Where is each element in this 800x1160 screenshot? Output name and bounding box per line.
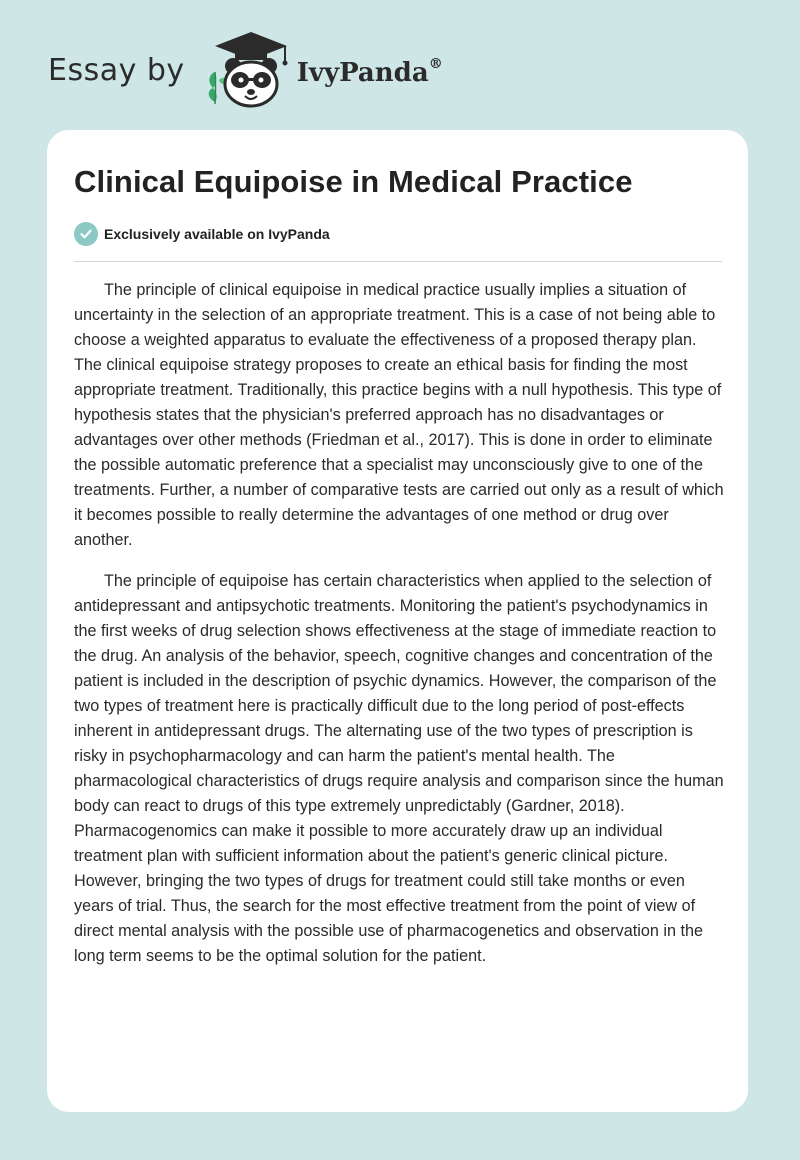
panda-graduate-logo-icon[interactable] [199, 30, 291, 110]
title-divider [74, 261, 722, 262]
paragraph: The principle of clinical equipoise in medical practice usually implies a situation of uncertainty in the selection of an appropriate treatment. This is a case of not being able to choose a weighted apparatus to evaluate the effectiveness of a proposed therapy plan. The clinical equipoise strategy proposes to create an ethical basis for finding the most appropriate treatment. Traditionally, this practice begins with a null hypothesis. This type of hypothesis states that the physician's preferred approach has no disadvantages or advantages over other methods (Friedman et al., 2017). This is done in order to eliminate the possible automatic preference that a specialist may unconsciously give to one of the treatments. Further, a number of comparative tests are carried out only as a result of which it becomes possible to really determine the advantages of one method or drug over another. [74, 281, 724, 549]
essay-card [47, 130, 748, 1112]
essay-by-label: Essay by [48, 52, 185, 88]
brand-name[interactable] [297, 58, 443, 88]
paragraph: The principle of equipoise has certain characteristics when applied to the selection of antidepressant and antipsychotic treatments. Monitoring the patient's psychodynamics in the first weeks of drug selection shows effectiveness at the stage of immediate reaction to the drug. An analysis of the behavior, speech, cognitive changes and concentration of the patient is included in the description of psychic dynamics. However, the comparison of the two types of treatment here is practically difficult due to the long period of post-effects inherent in antidepressant drugs. The alternating use of the two types of prescription is risky in psychopharmacology and can harm the patient's mental health. The pharmacological characteristics of drugs require analysis and comparison since the human body can react to drugs of this type extremely unpredictably (Gardner, 2018). Pharmacogenomics can make it possible to more accurately draw up an individual treatment plan with sufficient information about the patient's generic clinical picture. However, bringing the two types of drugs for treatment could still take months or even years of trial. Thus, the search for the most effective treatment from the point of view of direct mental analysis with the possible use of pharmacogenetics and observation in the long term seems to be the optimal solution for the patient. [74, 572, 724, 965]
site-header [48, 30, 443, 110]
essay-body [74, 278, 724, 985]
exclusive-badge [74, 222, 330, 246]
check-circle-icon [74, 222, 98, 246]
registered-mark: ® [428, 56, 443, 72]
brand-name-text: IvyPanda [296, 58, 429, 88]
exclusive-badge-label: Exclusively available on IvyPanda [104, 226, 330, 242]
page-title: Clinical Equipoise in Medical Practice [74, 164, 633, 199]
